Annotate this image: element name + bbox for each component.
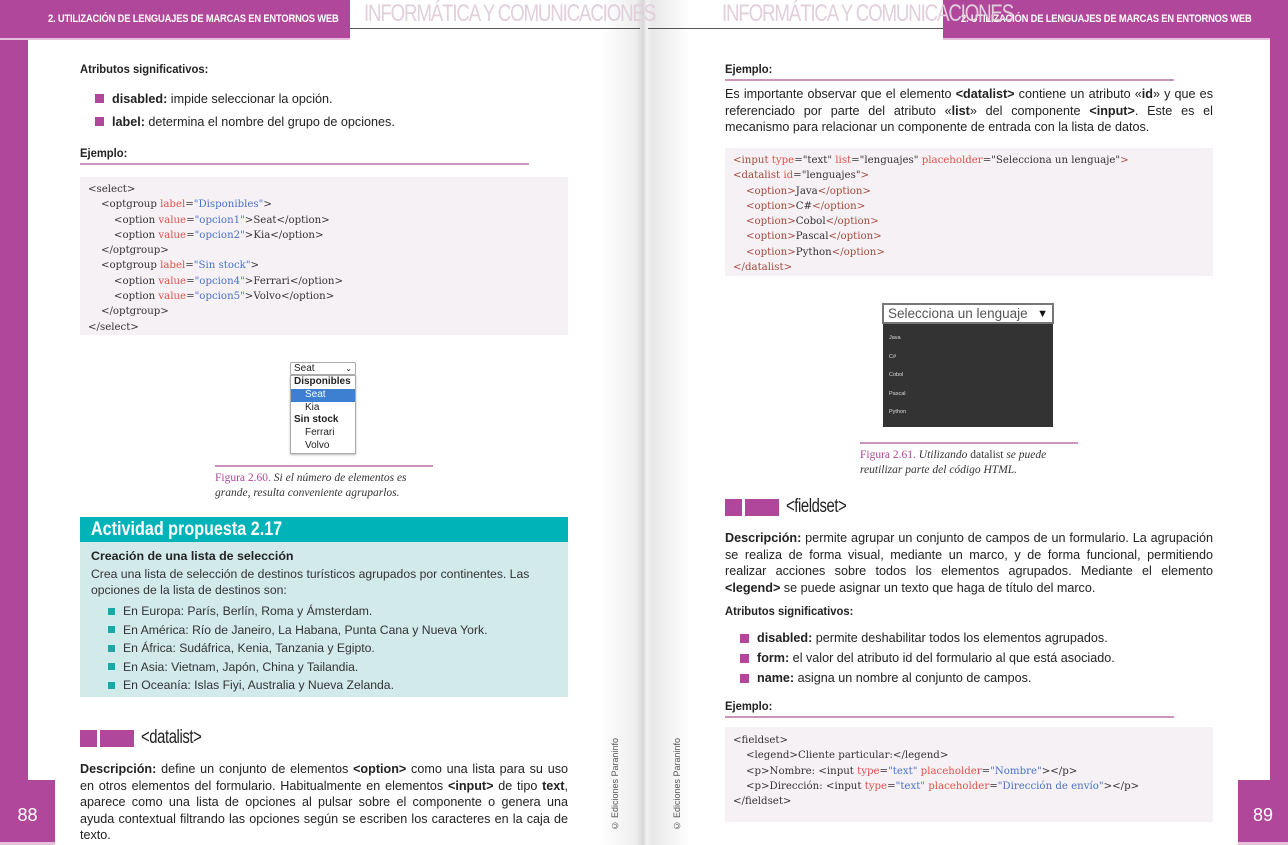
code-line [88,228,560,243]
heading-marker [100,730,134,747]
code-line [733,168,1205,183]
code-token: <option [88,291,159,303]
example-title [80,146,529,165]
text-run: . Este es el mecanismo para relacionar un componente de entrada con la lista de datos. [725,103,1213,135]
code-token: </fieldset> [733,796,792,808]
attrs-list [740,628,1115,688]
figure-caption [215,465,433,500]
code-token: ="Selecciona un lenguaje" [982,155,1121,166]
code-line [733,153,1205,168]
section-title: <datalist> [141,727,202,748]
code-token: type [864,780,888,792]
attrs-title: Atributos significativos: [725,604,854,618]
activity-item-text: En Asia: Vietnam, Japón, China y Tailandia. [123,659,359,674]
left-page-margin-band [0,0,28,845]
attr-name: label: [112,114,145,129]
text-run: , aparece como una lista de opciones al pulsar sobre el componente o genera una ayuda contextual filtrando las opciones según se escriben los caracteres en la caja de texto. [80,778,569,843]
chapter-title: 2. UTILIZACIÓN DE LENGUAJES DE MARCAS EN ENTORNOS WEB [961,13,1252,25]
code-token: "opcion1" [194,214,245,226]
code-token: <p>Nombre: <input [733,765,858,777]
activity-title: Actividad propuesta 2.17 [91,519,283,540]
code-token: = [185,199,194,211]
caption-number: Figura 2.61. [860,449,916,461]
bullet-icon [95,94,104,103]
text-run: permite agrupar un conjunto de campos de un formulario. La agrupación se realiza de forma visual, mediante un marco, y de forma funcional, permitiendo realizar acciones sobre todos los elementos agrupados. Mediante el elemento [725,531,1213,579]
text-run: Descripción: [725,531,802,545]
bullet-icon [108,645,115,652]
section-heading-fieldset [725,496,863,518]
datalist-intro [725,86,1213,136]
attr-desc: permite deshabilitar todos los elementos agrupados. [812,631,1108,645]
code-token: value [158,291,187,303]
code-line [733,245,1205,260]
code-token: = [887,780,896,792]
optgroup-label: Disponibles [294,376,351,387]
attr-desc: el valor del atributo id del formulario al que está asociado. [789,651,1115,665]
attrs-title: Atributos significativos: [80,62,209,76]
code-token: >Volvo</option> [244,291,335,303]
book-gutter [600,0,690,845]
activity-item-text: En América: Río de Janeiro, La Habana, Punta Cana y Nueva York. [123,622,488,637]
attr-desc: impide seleccionar la opción. [167,91,333,106]
activity-item-text: En África: Sudáfrica, Kenia, Tanzania y Egipto. [123,641,375,656]
code-token: = [186,214,195,226]
attr-item [740,648,1115,668]
right-page-number: 89 [1238,780,1288,845]
code-token: > [860,170,870,182]
datalist-option[interactable]: Cobol [889,372,904,378]
code-line [88,182,560,197]
heading-marker [725,499,742,516]
code-token: </datalist> [733,262,793,274]
select-option[interactable]: Kia [305,401,320,413]
example-title-text: Ejemplo: [725,62,773,76]
select-option[interactable]: Ferrari [305,427,335,439]
datalist-option[interactable]: Java [889,335,901,341]
attr-name: form: [757,651,790,665]
datalist-description [80,761,568,844]
brand-title: INFORMÁTICA Y COMUNICACIONES [722,0,1014,27]
caption-text: Utilizando [915,449,971,461]
text-run: <legend> [725,580,781,595]
datalist-options [883,324,1053,427]
attr-name: name: [757,671,795,685]
code-token: > [250,260,260,272]
code-token: Cobol [795,216,826,228]
example-title [725,62,1174,81]
code-token: <optgroup [88,260,161,272]
code-token: value [158,275,187,287]
code-line [733,199,1205,214]
code-token: list [835,155,852,166]
code-token: "Dirección de envío" [997,780,1104,792]
code-line [733,214,1205,229]
code-line [733,764,1205,779]
code-token: >Seat</option> [244,214,330,226]
code-token: "text" [895,780,925,792]
code-token: <fieldset> [733,735,789,746]
code-line [733,229,1205,244]
code-token: </option> [812,200,866,212]
code-token: <option> [733,200,796,212]
code-token: "Sin stock" [193,260,251,272]
caption-text: Si el número de elementos es grande, resulta conveniente agruparlos. [215,472,407,499]
code-token: > [1120,155,1129,166]
brand-title: INFORMÁTICA Y COMUNICACIONES [364,0,656,27]
select-figure [290,362,356,454]
code-line [733,733,1205,748]
text-run: » y que es referenciado por parte del atributo « [725,87,1213,118]
left-page-number: 88 [0,780,55,845]
right-page-margin-band [1270,0,1288,845]
code-token: = [186,291,195,303]
code-token: Pascal [795,231,829,243]
bullet-icon [740,634,749,643]
code-token: placeholder [921,155,983,166]
copyright-left: © Ediciones Paraninfo [610,738,620,831]
attr-desc: determina el nombre del grupo de opciones. [144,114,395,129]
heading-marker [80,730,97,747]
code-token: "opcion5" [194,291,245,303]
code-line [733,184,1205,199]
code-token: ></p> [1041,765,1078,777]
activity-list-item [108,621,568,640]
code-token: Java [795,185,818,197]
select-value: Seat [294,363,315,374]
bullet-icon [108,663,115,670]
code-token: ="lenguajes" [851,155,922,166]
code-block-select [80,177,568,335]
code-line [88,304,560,319]
section-title: <fieldset> [786,496,847,517]
bullet-icon [108,682,115,689]
text-run: <input> [447,778,494,793]
text-run: de tipo [493,778,543,793]
bullet-icon [95,117,104,126]
activity-text: Crea una lista de selección de destinos turísticos agrupados por continentes. Las opciones de la lista de destinos son: [91,567,530,597]
select-option[interactable]: Seat [291,389,355,402]
attr-item [740,668,1115,688]
code-line [88,289,560,304]
attr-item [740,628,1115,648]
text-run: contiene un atributo « [1014,87,1142,101]
text-run: » del componente [969,103,1090,118]
caption-number: Figura 2.60. [215,472,271,484]
code-token: type [771,155,795,166]
example-title [725,699,1174,718]
code-token: </option> [817,185,871,197]
code-token: C# [795,200,813,212]
code-token: "Disponibles" [193,199,264,211]
attr-item [95,87,395,110]
code-token: </option> [825,216,879,228]
text-run: Es importante observar que el elemento [725,87,956,101]
activity-list [80,598,568,695]
code-token: </optgroup> [88,306,169,318]
example-title-text: Ejemplo: [80,146,128,160]
code-line [733,748,1205,763]
code-line [88,197,560,212]
activity-list-item [108,658,568,677]
bullet-icon [108,626,115,633]
code-line [88,243,560,258]
text-run: <datalist> [955,87,1015,101]
code-token: = [185,260,194,272]
code-line [733,260,1205,275]
activity-list-item [108,602,568,621]
dropdown-arrow-icon: ▼ [1037,307,1048,320]
code-token: ="lenguajes" [793,170,861,182]
code-token: > [263,199,272,211]
code-line [733,794,1205,809]
datalist-option[interactable]: Python [889,409,907,415]
code-token: label [160,260,186,272]
attr-name: disabled: [757,631,813,645]
section-heading-datalist [80,727,218,749]
header-rule [350,28,640,29]
select-dropdown [290,375,356,454]
header-rule [648,28,943,29]
text-run: list [951,103,970,118]
code-token: = [186,229,195,241]
text-run: <input> [1089,103,1135,118]
code-line [88,258,560,273]
code-token: </select> [88,321,139,333]
left-running-header [0,0,350,40]
attr-name: disabled: [112,91,168,106]
code-token: value [158,229,187,241]
code-token: placeholder [928,780,990,792]
code-token: ="text" [794,155,836,166]
text-run: Descripción: [80,762,157,776]
code-token: ></p> [1103,780,1140,792]
fieldset-description [725,530,1213,596]
code-token: type [857,765,880,777]
activity-box [80,517,568,697]
select-option[interactable]: Volvo [305,439,330,451]
code-token: "opcion4" [194,275,245,287]
datalist-input [882,303,1054,324]
code-token: <option [88,229,159,241]
text-run: id [1141,87,1153,101]
code-token: <option> [733,216,796,228]
bullet-icon [740,654,749,663]
chapter-title: 2. UTILIZACIÓN DE LENGUAJES DE MARCAS EN ENTORNOS WEB [48,13,339,25]
code-token: id [783,170,794,182]
text-run: <option> [353,762,407,776]
heading-marker [745,499,779,516]
example-title-text: Ejemplo: [725,699,773,713]
code-token: = [186,275,195,287]
code-token: <p>Dirección: <input [733,780,865,792]
code-token: "text" [888,765,918,777]
activity-item-text: En Oceanía: Islas Fiyi, Australia y Nueva Zelanda. [123,678,394,693]
bullet-icon [108,608,115,615]
code-token: <option [88,214,159,226]
activity-subtitle: Creación de una lista de selección [91,549,294,563]
text-run: define un conjunto de elementos [156,762,354,776]
figure-caption [860,442,1078,477]
code-token: <datalist [733,170,784,182]
code-token: = [989,780,998,792]
code-token: <option> [733,231,796,243]
bullet-icon [740,674,749,683]
code-token: </option> [831,246,885,258]
optgroup-label: Sin stock [294,414,339,426]
code-line [88,213,560,228]
datalist-placeholder: Selecciona un lenguaje [888,306,1028,321]
text-run: se puede asignar un texto que haga de título del marco. [780,580,1096,595]
code-token: </optgroup> [88,245,169,257]
code-token: "Nombre" [990,765,1042,777]
chevron-down-icon: ⌄ [345,364,352,373]
attr-desc: asigna un nombre al conjunto de campos. [794,671,1032,685]
code-token: placeholder [920,765,982,777]
code-token: "opcion2" [194,229,245,241]
activity-item-text: En Europa: París, Berlín, Roma y Ámsterdam. [123,604,373,619]
datalist-figure [882,303,1054,427]
code-token: >Ferrari</option> [244,275,344,287]
code-line [88,274,560,289]
code-token: </option> [828,231,882,243]
caption-text-code: datalist [970,449,1004,461]
code-token: <input [733,155,772,166]
copyright-right: © Ediciones Paraninfo [672,738,682,831]
activity-header [80,517,568,542]
attrs-list [95,87,395,133]
code-token: <legend>Cliente particular:</legend> [733,750,949,762]
code-line [88,320,560,335]
code-line [733,779,1205,794]
code-block-datalist [725,148,1213,276]
code-block-fieldset [725,727,1213,822]
select-box [290,362,356,375]
datalist-option[interactable]: C# [889,353,897,360]
activity-list-item [108,676,568,695]
text-run: text [542,778,565,793]
code-token: value [158,214,187,226]
code-token: <optgroup [88,199,161,211]
activity-list-item [108,639,568,658]
code-token: <select> [88,184,136,195]
code-token: label [160,199,186,211]
attr-item [95,110,395,133]
text-run: como una lista para su uso en otros elementos del formulario. Habitualmente en elementos [80,762,569,793]
datalist-option[interactable]: Pascal [889,390,906,397]
code-token: <option> [733,246,796,258]
code-token: >Kia</option> [244,229,324,241]
code-token: = [879,765,889,777]
code-token: <option> [733,185,796,197]
code-token: <option [88,275,159,287]
code-token: = [981,765,991,777]
caption-text: se puede reutilizar parte del código HTML. [860,449,1047,476]
code-token: Python [795,246,832,258]
